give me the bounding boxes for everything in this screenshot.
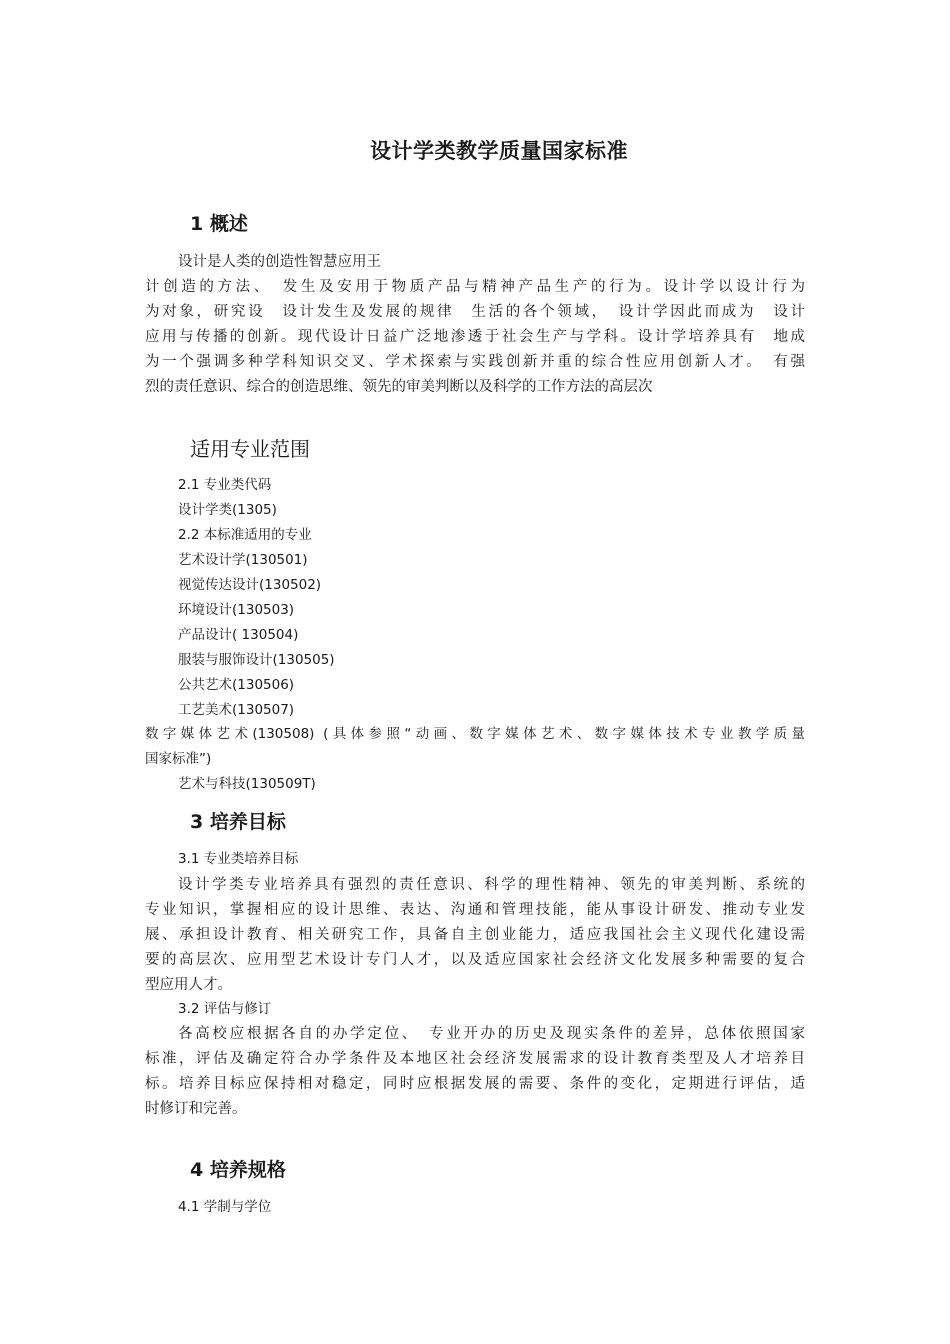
section-1-heading: 1 概述 <box>190 213 248 235</box>
s3-line-2: 专业知识，掌握相应的设计思维、表达、沟通和管理技能，能从事设计研发、推动专业发 <box>145 902 805 918</box>
s2-line-12: 艺术与科技(130509T) <box>178 776 316 792</box>
s1-line-1: 计创造的方法、 发生及安用于物质产品与精神产品生产的行为。设计学以设计行为 <box>145 279 805 295</box>
s3-line-1: 设计学类专业培养具有强烈的责任意识、科学的理性精神、领先的审美判断、系统的 <box>178 877 805 893</box>
s2-line-1: 设计学类(1305) <box>178 502 277 518</box>
s2-line-6: 产品设计( 130504) <box>178 627 299 643</box>
s2-line-5: 环境设计(130503) <box>178 602 295 618</box>
s2-line-0: 2.1 专业类代码 <box>178 477 272 493</box>
s2-line-2: 2.2 本标准适用的专业 <box>178 527 312 543</box>
section-4-heading: 4 培养规格 <box>190 1159 286 1181</box>
s1-line-4: 为一个强调多种学科知识交叉、学术探索与实践创新并重的综合性应用创新人才。 有强 <box>145 354 805 370</box>
s1-line-3: 应用与传播的创新。现代设计日益广泛地渗透于社会生产与学科。设计学培养具有 地成 <box>145 329 805 345</box>
section-2-heading: 适用专业范围 <box>190 437 310 461</box>
s2-line-9: 工艺美术(130507) <box>178 702 295 718</box>
s3-line-8: 标准，评估及确定符合办学条件及本地区社会经济发展需求的设计教育类型及人才培养目 <box>145 1051 805 1067</box>
s1-line-5: 烈的责任意识、综合的创造思维、领先的审美判断以及科学的工作方法的高层次 <box>145 379 653 395</box>
s2-line-11: 国家标准”) <box>145 751 212 767</box>
s3-line-4: 要的高层次、应用型艺术设计专门人才，以及适应国家社会经济文化发展多种需要的复合 <box>145 952 805 968</box>
s2-line-3: 艺术设计学(130501) <box>178 552 308 568</box>
s3-line-10: 时修订和完善。 <box>145 1101 247 1117</box>
s1-line-2: 为对象，研究设 设计发生及发展的规律 生活的各个领域， 设计学因此而成为 设计 <box>145 304 805 320</box>
s3-line-5: 型应用人才。 <box>145 977 232 993</box>
s3-line-7: 各高校应根据各自的办学定位、 专业开办的历史及现实条件的差异，总体依照国家 <box>178 1026 805 1042</box>
s3-line-0: 3.1 专业类培养目标 <box>178 851 299 867</box>
s3-line-3: 展、承担设计教育、相关研究工作，具备自主创业能力，适应我国社会主义现代化建设需 <box>145 927 805 943</box>
s4-line-0: 4.1 学制与学位 <box>178 1199 272 1215</box>
s2-line-7: 服装与服饰设计(130505) <box>178 652 335 668</box>
s2-line-8: 公共艺术(130506) <box>178 677 295 693</box>
document-title: 设计学类教学质量国家标准 <box>370 139 628 163</box>
s3-line-9: 标。培养目标应保持相对稳定，同时应根据发展的需要、条件的变化，定期进行评估，适 <box>145 1076 805 1092</box>
section-3-heading: 3 培养目标 <box>190 811 286 833</box>
s2-line-10: 数字媒体艺术(130508) (具体参照“动画、数字媒体艺术、数字媒体技术专业教学质量 <box>145 726 805 742</box>
s3-line-6: 3.2 评估与修订 <box>178 1001 272 1017</box>
s1-line-0: 设计是人类的创造性智慧应用王 <box>178 254 381 270</box>
s2-line-4: 视觉传达设计(130502) <box>178 577 322 593</box>
